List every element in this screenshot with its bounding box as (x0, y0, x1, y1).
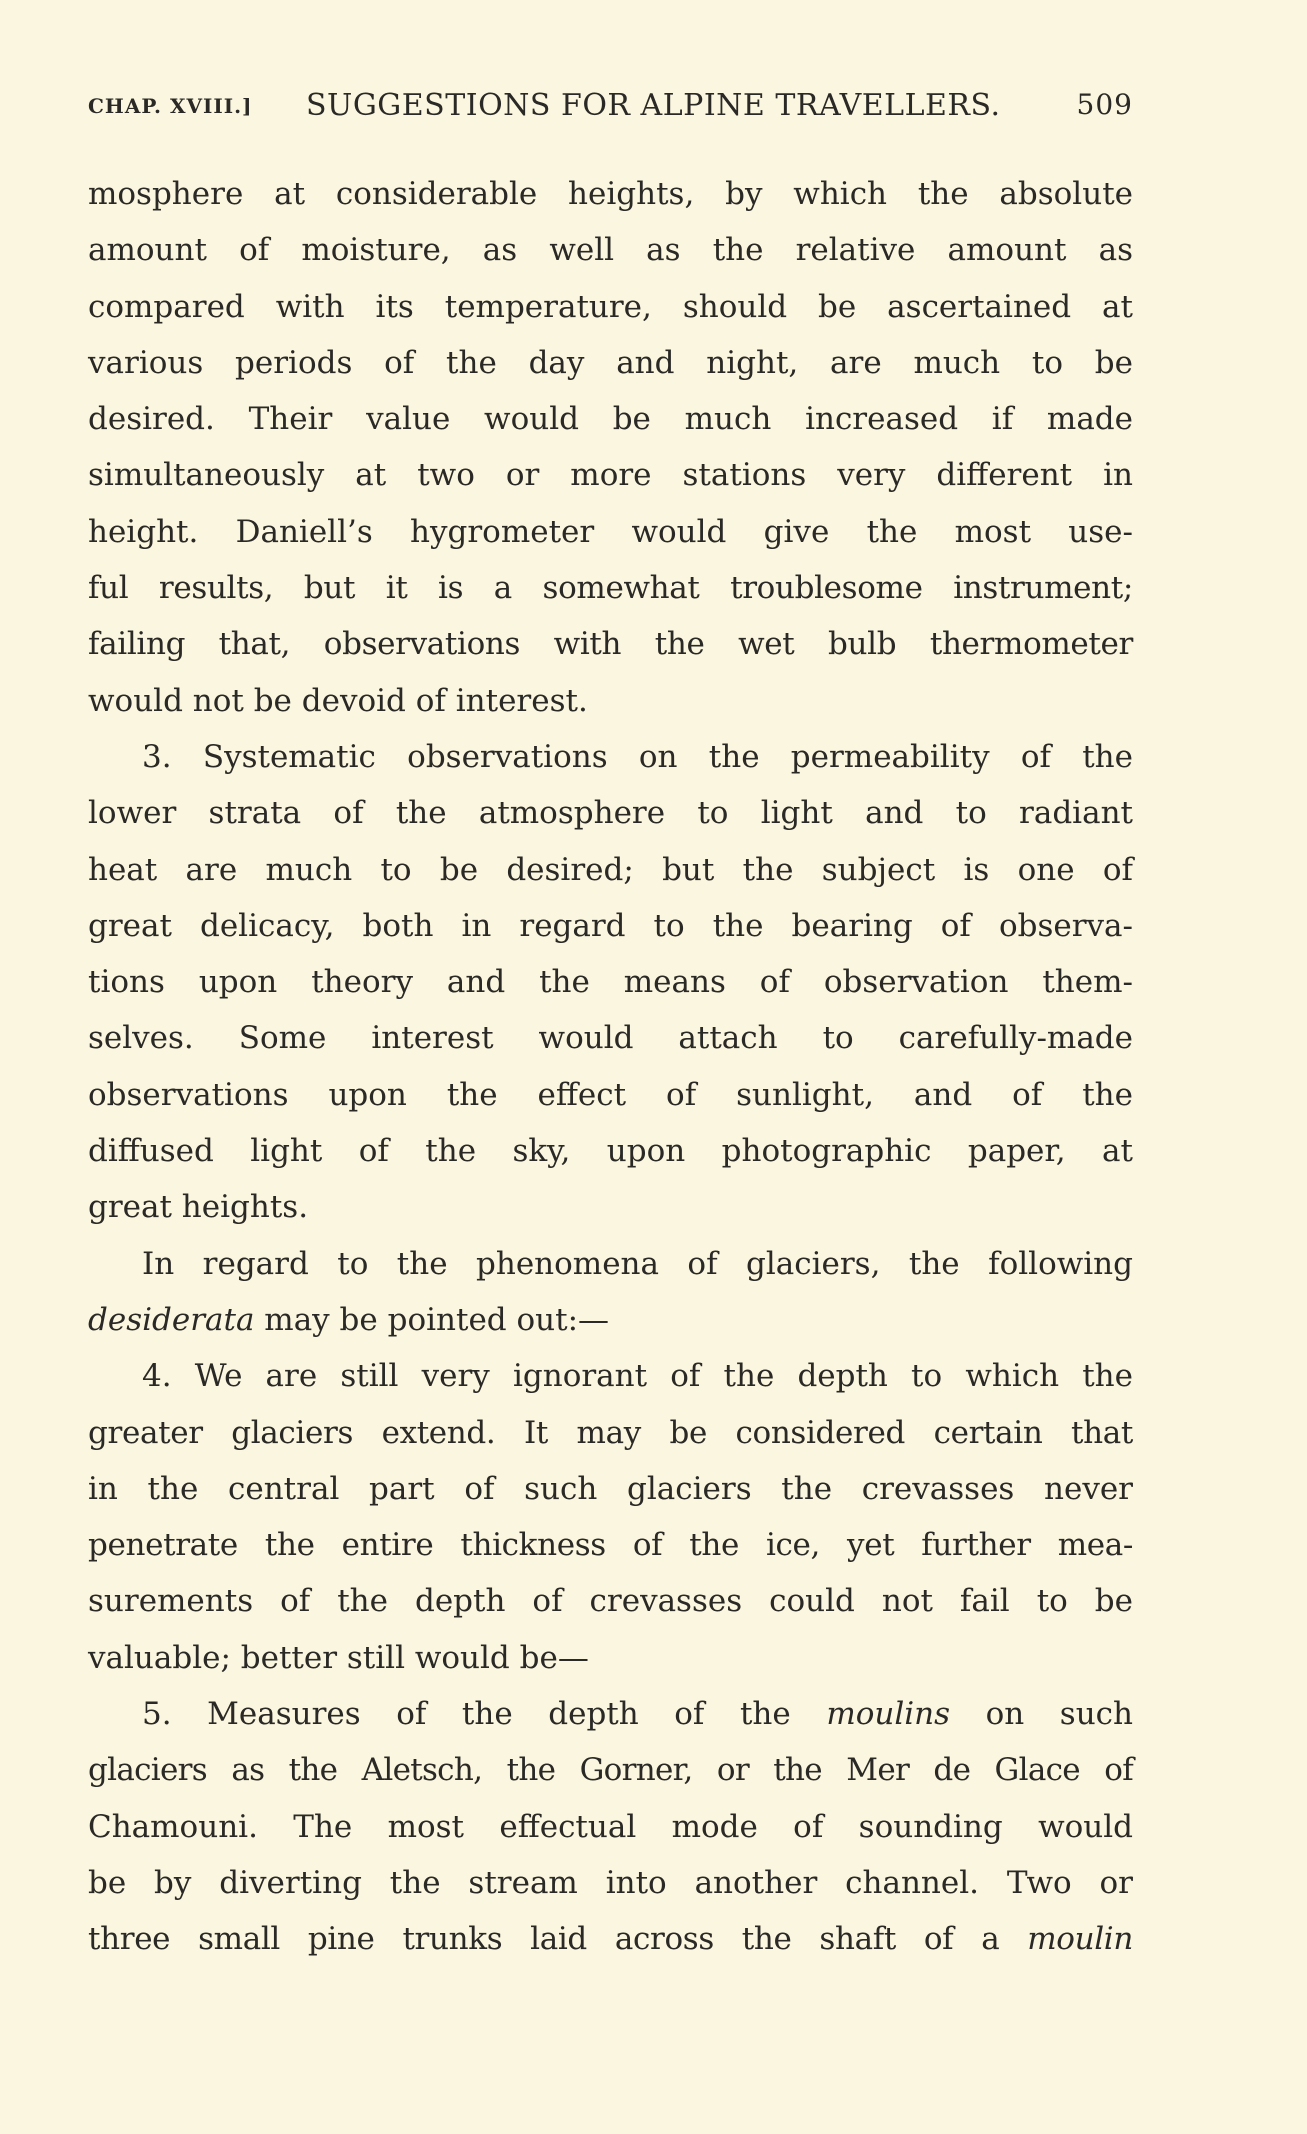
glaciers-intro: In regard to the phenomena of glaciers, the following (142, 1245, 1133, 1282)
text-line: valuable; better still would be— (88, 1639, 589, 1676)
paragraph-5-start: 5. Measures of the depth of the moulins on such (142, 1696, 1134, 1733)
text-line: various periods of the day and night, are much to be (88, 344, 1133, 381)
italic-desiderata: desiderata (88, 1301, 255, 1338)
text-line: Chamouni. The most effectual mode of sounding would (88, 1808, 1133, 1845)
text-line: observations upon the effect of sunlight, and of the (88, 1076, 1133, 1113)
text-line: be by diverting the stream into another channel. Two or (88, 1864, 1133, 1901)
italic-moulin: moulin (1027, 1921, 1133, 1958)
text-line: failing that, observations with the wet bulb thermometer (88, 626, 1133, 663)
italic-moulins: moulins (826, 1696, 951, 1733)
text-line: desiderata may be pointed out:— (88, 1301, 610, 1338)
text-line: height. Daniell’s hygrometer would give the most use- (88, 513, 1133, 550)
chapter-reference: CHAP. XVIII.] (88, 94, 253, 118)
text-line: greater glaciers extend. It may be considered certain that (88, 1414, 1133, 1451)
text-line: simultaneously at two or more stations very different in (88, 457, 1133, 494)
text-line: great delicacy, both in regard to the bearing of observa- (88, 907, 1133, 944)
text-line: compared with its temperature, should be ascertained at (88, 288, 1133, 325)
text-line: penetrate the entire thickness of the ice, yet further mea- (88, 1527, 1133, 1564)
text-line: would not be devoid of interest. (88, 682, 588, 719)
text-line: glaciers as the Aletsch, the Gorner, or the Mer de Glace of (88, 1752, 1133, 1789)
text-line: lower strata of the atmosphere to light and to radiant (88, 795, 1133, 832)
text-line: surements of the depth of crevasses could not fail to be (88, 1583, 1133, 1620)
text-line: great heights. (88, 1189, 309, 1226)
text-line: tions upon theory and the means of observation them- (88, 964, 1133, 1001)
text-line: three small pine trunks laid across the shaft of a moulin (88, 1921, 1133, 1958)
text-line: heat are much to be desired; but the subject is one of (88, 851, 1133, 888)
text-line: desired. Their value would be much increased if made (88, 401, 1133, 438)
running-title: SUGGESTIONS FOR ALPINE TRAVELLERS. (306, 88, 1001, 123)
paragraph-4-start: 4. We are still very ignorant of the depth to which the (142, 1358, 1133, 1395)
text-line: selves. Some interest would attach to carefully-made (88, 1020, 1133, 1057)
running-header (88, 88, 1133, 130)
text-line: amount of moisture, as well as the relative amount as (88, 232, 1133, 269)
text-line: ful results, but it is a somewhat troublesome instrument; (88, 570, 1133, 607)
text-line: mosphere at considerable heights, by which the absolute (88, 176, 1133, 212)
text-line: in the central part of such glaciers the crevasses never (88, 1470, 1133, 1507)
text-line: diffused light of the sky, upon photographic paper, at (88, 1133, 1133, 1170)
page-number: 509 (1076, 88, 1133, 121)
paragraph-3-start: 3. Systematic observations on the permeability of the (142, 738, 1133, 775)
body-text (88, 166, 1133, 1968)
